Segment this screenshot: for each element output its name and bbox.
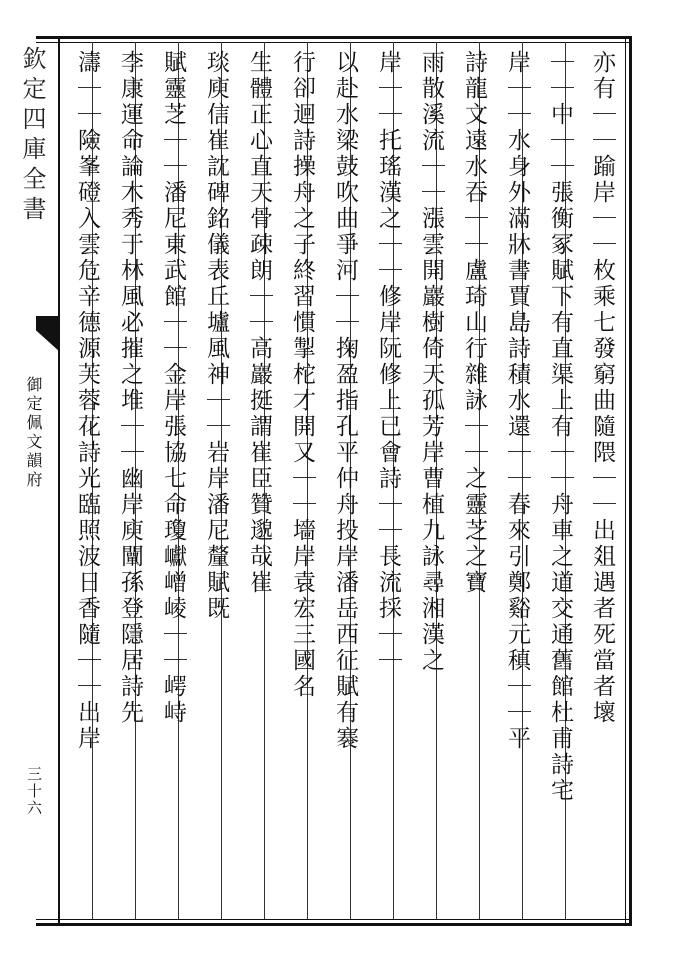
folio-number: 三十六 (25, 766, 43, 817)
text-column-8: 行卻迴詩操舟之子終習慣掣柁才開又｜｜墻岸袁宏三國名 (289, 50, 315, 700)
frame-top-inner-line (36, 42, 632, 43)
text-column-3: 岸｜｜水身外滿牀書賈島詩積水還｜｜春來引鄭谿元稹｜｜平 (504, 50, 530, 752)
text-column-13: 濤｜｜險峯磴入雲危辛德源芙蓉花詩光臨照波日香隨｜｜出岸 (74, 50, 100, 752)
text-column-11: 賦靈芝｜｜潘尼東武館｜｜金岸張協七命瓊巘嶒崚｜｜崿峙 (160, 50, 186, 726)
margin-rule (58, 36, 60, 926)
frame-right-inner-line (625, 36, 626, 926)
text-column-1: 亦有｜｜踰岸｜｜枚乘七發窮曲隨隈｜｜出爼遇者死當者壞 (589, 50, 615, 726)
book-margin (0, 36, 64, 926)
text-column-9: 生體正心直天骨疎朗｜｜高巖挺謂崔臣贊邈哉崔 (246, 50, 272, 596)
text-column-2: ｜｜中｜｜張衡冢賦下有直渠上有｜｜舟車之道交通舊館杜甫詩宅 (547, 50, 573, 804)
text-column-10: 琰庾信崔訦碑銘儀表丘壚風神｜｜岩岸潘尼釐賦既 (203, 50, 229, 622)
text-column-7: 以赴水梁鼓吹曲爭河｜｜掬盈指孔平仲舟投岸潘岳西征賦有褰 (332, 50, 358, 752)
edition-label: 御定佩文韻府 (24, 376, 43, 490)
book-title: 欽定四庫全書 (18, 46, 46, 226)
frame-bottom-inner-line (36, 919, 632, 920)
fish-tail-mark (36, 316, 60, 352)
text-column-12: 李康運命論木秀于林風必摧之堆｜｜幽岸庾闡孫登隱居詩先 (117, 50, 143, 726)
text-column-5: 雨散溪流｜｜漲雲開巖樹倚天孤芳岸曹植九詠尋湘漢之 (418, 50, 444, 674)
text-column-6: 岸｜｜托瑤漢之｜｜修岸阮修上已會詩｜｜長流採｜｜ (375, 50, 401, 674)
text-column-4: 詩龍文遠水吞｜｜盧琦山行雜詠｜｜之靈芝之寶 (461, 50, 487, 596)
